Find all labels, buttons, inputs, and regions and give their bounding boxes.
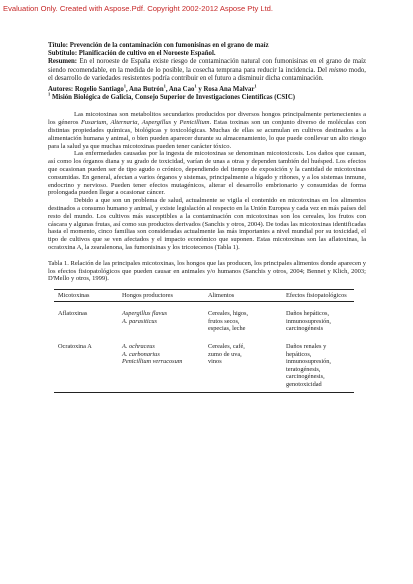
table-caption: Tabla 1. Relación de las principales micotoxinas, los hongos que las producen, los principales alimentos donde aparecen y los efectos fisiopatológicos que pueden causar en animales y/o humanos (Sanchis y otros, 2004; Bennet y Klich, 2003; D'Mello y otros, 1999). [48, 259, 366, 283]
p1-text-a: Las micotoxinas son metabolitos secundarios producidos por diversos hongos principalmente pertenecientes a los géneros [48, 111, 366, 127]
efecto: carcinogénesis, [286, 373, 325, 381]
alimento: frutos secos, [208, 317, 240, 325]
efecto: genotoxicidad [286, 380, 322, 388]
paragraph-3: Debido a que son un problema de salud, actualmente se vigila el contenido en micotoxinas en los alimentos destinados a consumo humano y animal, y existe legislación al respecto en la Unión Europea y cada vez en más países del resto del mundo. Los cultivos más susceptibles a la contaminación con micotoxinas son los cereales, los frutos con cáscara y algunas frutas, así como sus productos derivados (Sanchis y otros, 2004). De todas las micotoxinas identificadas hasta el momento, cinco familias son consideradas actualmente las más importantes a nivel mundial por su toxicidad, el tipo de cultivos que se ven afectados y el impacto económico que suponen. Estas micotoxinas son las aflatoxinas, la ocratoxina A, la zearalenona, las fumonisinas y los tricotecenos (Tabla 1). [48, 197, 366, 251]
author-4: y Rosa Ana Malvar [196, 86, 255, 94]
affil-mark-4: 1 [254, 83, 257, 89]
col-header-efectos: Efectos fisiopatológicos [282, 290, 354, 302]
abstract-label: Resumen: [48, 58, 78, 66]
cell-micotoxina: Ocratoxina A [54, 343, 118, 392]
hongo: Penicillium verrucosum [122, 358, 183, 366]
affil-mark-3: 1 [194, 83, 197, 89]
paragraph-2: Las enfermedades causadas por la ingesta de micotoxinas se denominan micotoxicosis. Los daños que causan, así como los órganos diana y su grado de toxicidad, varían de unas a otras y dependen también del huésped. Los efectos que ocasionan pueden ser de tipo agudo o crónico, dependiendo del tiempo de exposición y la cantidad de micotoxinas consumidas. En general, afectan a varios órganos y sistemas, principalmente a hígado y riñones, y a los sistemas inmune, endocrino y nervioso. Pueden tener efectos mutagénicos, alterar el desarrollo embrionario y consumidas de forma prolongada pueden llegar a ocasionar cáncer. [48, 150, 366, 197]
alimento: Cereales, café, [208, 342, 245, 350]
hongo: Aspergillus flavus [122, 310, 168, 318]
author-1: Autores: Rogelio Santiago [48, 86, 124, 94]
cell-alimentos [204, 343, 282, 392]
watermark: Evaluation Only. Created with Aspose.Pdf. Copyright 2002-2012 Aspose Pty Ltd. [3, 4, 274, 13]
genus-alternaria: Alternaria [110, 119, 138, 127]
cell-efectos [282, 302, 354, 343]
mycotoxin-table [54, 289, 354, 392]
document-page [48, 42, 366, 393]
cell-efectos [282, 343, 354, 392]
p1-text-b: . Estas toxinas son un conjunto diverso de moléculas con distintas propiedades químicas, biológicas y toxicológicas. Muchas de ellas se acumulan en cultivos destinados a la alimentación humana y animal, o bien pueden aparecer durante su almacenamiento, lo que puede conllevar un alto riesgo para la salud ya que muchas micotoxinas pueden tener carácter tóxico. [48, 119, 367, 150]
abstract-text-b: modo, el desarrollo de variedades resistentes podría contribuir en el futuro a disminuir dicha contaminación. [48, 66, 366, 82]
authors [48, 83, 366, 94]
hongo: A. parasiticus [122, 317, 157, 325]
alimento: zumo de uva, [208, 350, 242, 358]
cell-hongos [118, 302, 204, 343]
affiliation-text: Misión Biológica de Galicia, Consejo Superior de Investigaciones Científicas (CSIC) [50, 94, 295, 102]
alimento: vinos [208, 358, 222, 366]
efecto: hepáticos, [286, 350, 312, 358]
alimento: especias, leche [208, 325, 246, 333]
col-header-alimentos: Alimentos [204, 290, 282, 302]
abstract-text-a: En el noroeste de España existe riesgo de contaminación natural con fumonisinas en el grano de maíz siendo recomendable, en la medida de lo posible, la cosecha temprana para reducir la incidencia. Del [48, 58, 366, 74]
title: Título: Prevención de la contaminación con fumonisinas en el grano de maíz [48, 42, 269, 49]
efecto: inmunosupresión, [286, 317, 331, 325]
table-header-row [54, 290, 354, 302]
efecto: teratogénesis, [286, 365, 321, 373]
affil-mark-1: 1 [123, 83, 127, 89]
efecto: inmunosupresión, [286, 358, 331, 366]
genus-penicillium: Penicillium [179, 119, 210, 127]
abstract [48, 58, 366, 83]
abstract-emphasis: mismo [329, 66, 347, 74]
genus-aspergillus: Aspergillus [141, 119, 172, 127]
affil-mark-2: 1 [163, 83, 166, 89]
affil-mark: 1 [48, 91, 51, 97]
hongo: A. ochraceus [122, 342, 155, 350]
subtitle: Subtítulo: Planificación de cultivo en el Noroeste Español. [48, 50, 216, 58]
hongo: A. carbonarius [122, 350, 160, 358]
efecto: Daños renales y [286, 342, 327, 350]
paragraph-1: Las micotoxinas son metabolitos secundarios producidos por diversos hongos principalmente pertenecientes a los géneros Fusarium, Alternaria, Aspergillus y Penicillium. Estas toxinas son un conjunto diverso de moléculas con distintas propiedades químicas, biológicas y toxicológicas. Muchas de ellas se acumulan en cultivos destinados a la alimentación humana y animal, o bien pueden aparecer durante su almacenamiento, lo que puede conllevar un alto riesgo para la salud ya que muchas micotoxinas pueden tener carácter tóxico. [48, 111, 367, 150]
col-header-micotoxinas: Micotoxinas [54, 290, 118, 302]
alimento: Cereales, higos, [208, 310, 249, 318]
efecto: carcinogénesis [286, 325, 324, 333]
col-header-hongos: Hongos productores [118, 290, 204, 302]
genus-fusarium: Fusarium [80, 119, 107, 127]
cell-micotoxina: Aflatoxinas [58, 310, 88, 318]
efecto: Daños hepáticos, [286, 310, 330, 318]
cell-alimentos [204, 302, 282, 343]
author-2: , Ana Butrón [126, 86, 164, 94]
table-row [54, 302, 354, 343]
body-text [48, 111, 366, 251]
cell-hongos [118, 343, 204, 392]
affiliation [48, 91, 366, 102]
author-3: , Ana Cao [165, 86, 195, 94]
table-row [54, 343, 354, 392]
